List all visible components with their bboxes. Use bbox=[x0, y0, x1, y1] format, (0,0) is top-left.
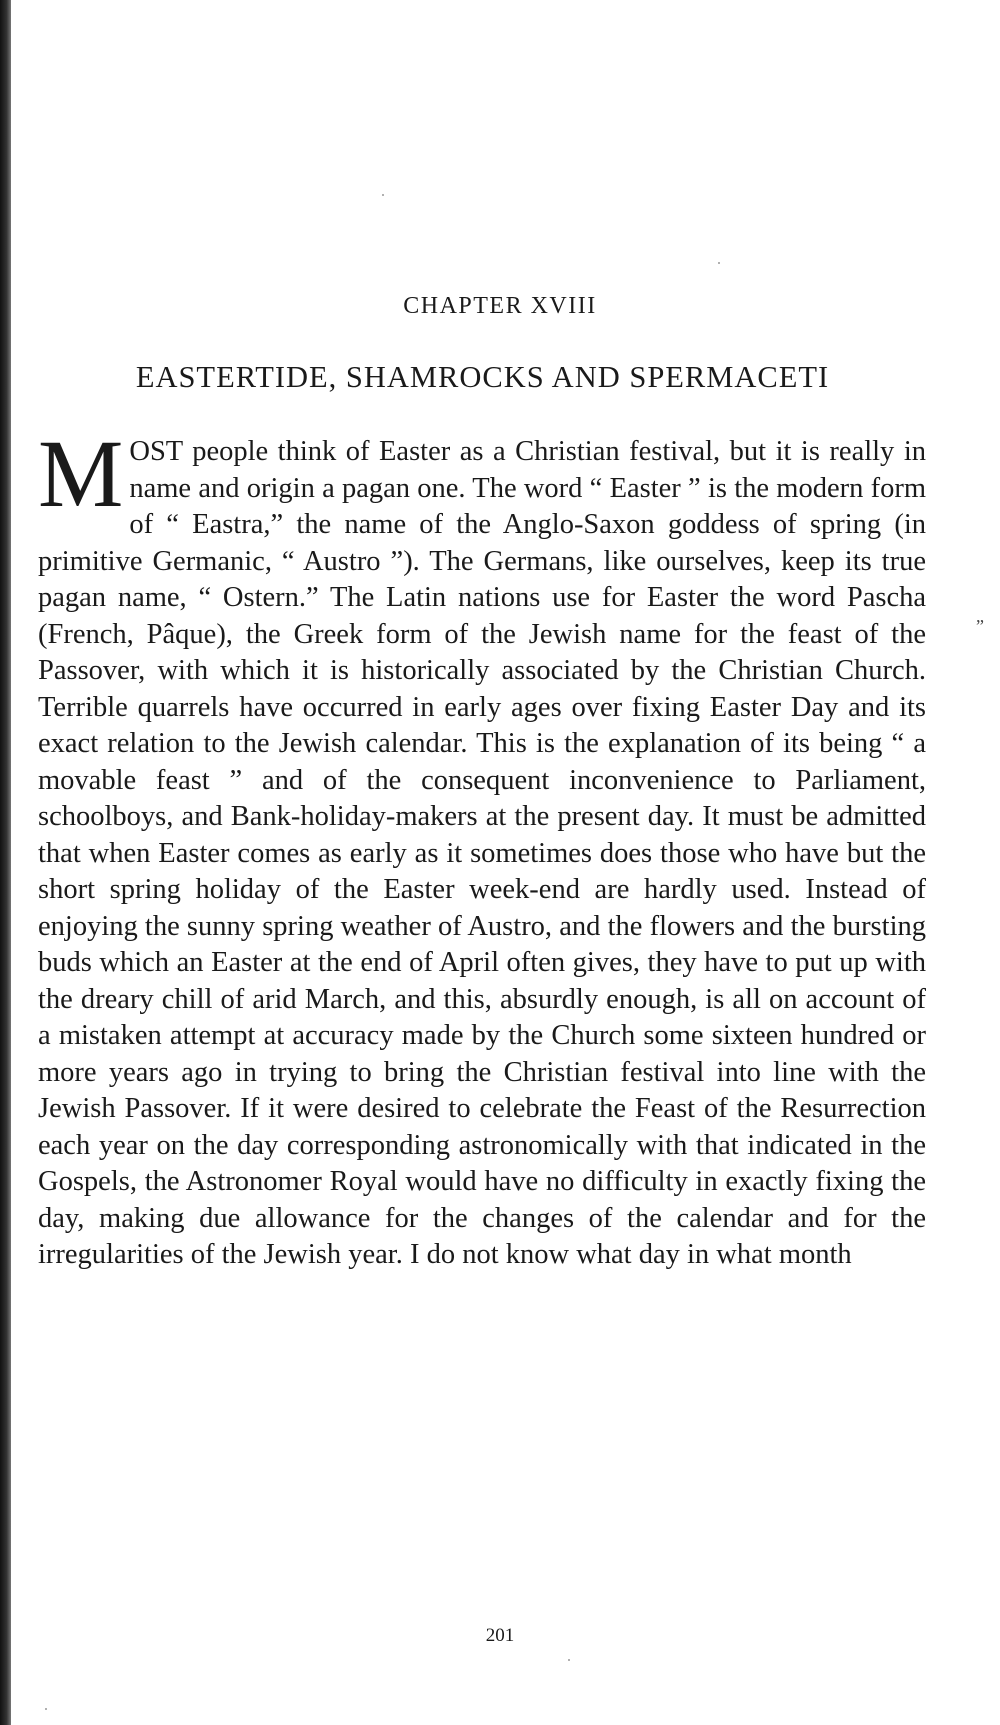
page-number: 201 bbox=[485, 1625, 515, 1646]
page-edge-shadow bbox=[0, 0, 11, 1725]
margin-mark: ” bbox=[976, 616, 984, 636]
paper-speck bbox=[45, 1708, 47, 1710]
paper-speck bbox=[568, 1659, 570, 1661]
chapter-number: CHAPTER XVIII bbox=[403, 293, 597, 319]
chapter-title: EASTERTIDE, SHAMROCKS AND SPERMACETI bbox=[135, 360, 830, 394]
body-paragraph bbox=[38, 420, 926, 1274]
body-paragraph-text: OST people think of Easter as a Christian festival, but it is really in name and origin a pagan one. The word “ Easter ” is the modern form of “ Eastra,” the name of the Anglo-Saxon goddess of spring (in primitive Germanic, “ Austro ”). The Germans, like ourselves, keep its true pagan name, “ Ostern.” The Latin nations use for Easter the word Pascha (French, Pâque), the Greek form of the Jewish name for the feast of the Passover, with which it is historically associated by the Christian Church. Terrible quarrels have occurred in early ages over fixing Easter Day and its exact relation to the Jewish calendar. This is the explanation of its being “ a movable feast ” and of the consequent inconvenience to Parliament, schoolboys, and Bank-holiday-makers at the present day. It must be admitted that when Easter comes as early as it sometimes does those who have but the short spring holiday of the Easter week-end are hardly used. Instead of enjoying the sunny spring weather of Austro, and the flowers and the bursting buds which an Easter at the end of April often gives, they have to put up with the dreary chill of arid March, and this, absurdly enough, is all on account of a mistaken attempt at accuracy made by the Church some sixteen hundred or more years ago in trying to bring the Christian festival into line with the Jewish Passover. If it were desired to celebrate the Feast of the Resurrection each year on the day corresponding astronomically with that indicated in the Gospels, the Astronomer Royal would have no difficulty in exactly fixing the day, making due allowance for the changes of the calendar and for the irregularities of the Jewish year. I do not know what day in what month bbox=[38, 436, 926, 1270]
paper-speck bbox=[718, 262, 720, 264]
paper-speck bbox=[382, 194, 384, 196]
drop-cap: M bbox=[38, 420, 124, 527]
